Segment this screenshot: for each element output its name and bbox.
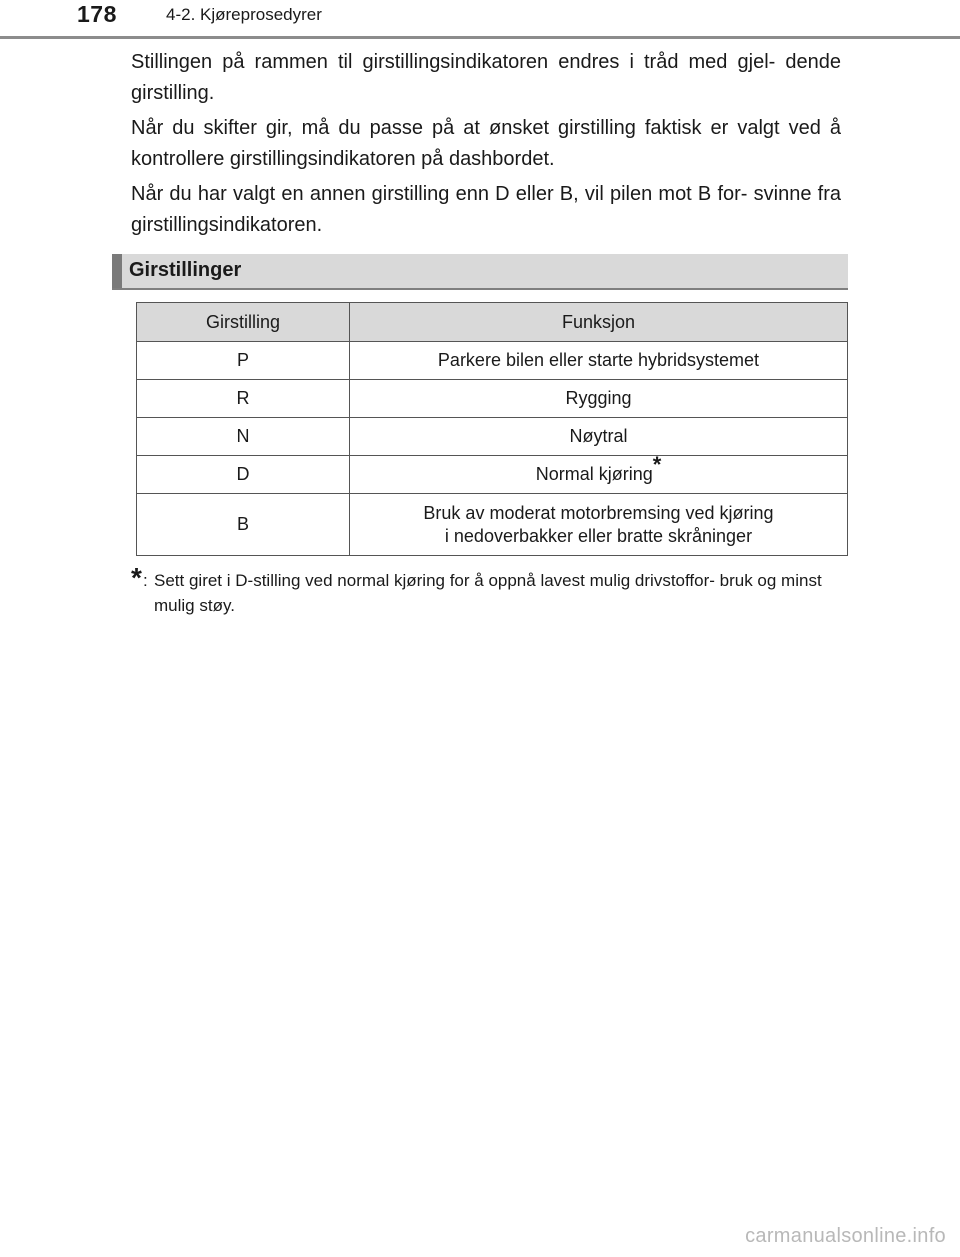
gear-positions-table — [136, 302, 848, 556]
header-divider — [0, 36, 960, 39]
function-cell: Nøytral — [350, 418, 848, 456]
function-cell: Parkere bilen eller starte hybridsystemet — [350, 342, 848, 380]
paragraph-check-indicator: Når du skifter gir, må du passe på at ønsket girstilling faktisk er valgt ved å kontrollere girstillingsindikatoren på dashbordet. — [131, 117, 841, 170]
function-cell — [350, 452, 848, 494]
function-cell — [350, 494, 848, 556]
gear-cell: D — [137, 456, 350, 494]
watermark: carmanualsonline.info — [745, 1225, 946, 1247]
table-row — [137, 456, 848, 494]
footnote-reference: * — [652, 452, 662, 477]
subheading-girstillinger — [112, 254, 848, 290]
subheading-label: Girstillinger — [129, 259, 242, 281]
gear-cell: N — [137, 418, 350, 456]
footnote-mark: * — [131, 562, 142, 593]
section-title: 4-2. Kjøreprosedyrer — [166, 5, 322, 24]
paragraph-frame-change: Stillingen på rammen til girstillingsindikatoren endres i tråd med gjel- dende girstilling. — [131, 51, 841, 104]
paragraph-arrow-disappears: Når du har valgt en annen girstilling enn D eller B, vil pilen mot B for- svinne fra girstillingsindikatoren. — [131, 183, 841, 236]
function-text: Normal kjøring — [535, 464, 653, 484]
table-header-row — [137, 303, 848, 342]
gear-cell: P — [137, 342, 350, 380]
footnote-text: Sett giret i D-stilling ved normal kjøring for å oppnå lavest mulig drivstoffor- bruk og minst mulig støy. — [154, 571, 822, 615]
footnote — [131, 562, 843, 618]
function-text-line2: i nedoverbakker eller bratte skråninger — [444, 525, 753, 546]
header-function: Funksjon — [350, 303, 848, 342]
page-number: 178 — [77, 1, 117, 27]
page-header — [0, 0, 960, 40]
gear-cell: R — [137, 380, 350, 418]
subheading-accent-bar — [112, 254, 122, 288]
gear-cell: B — [137, 494, 350, 556]
function-cell: Rygging — [350, 380, 848, 418]
function-text-line1: Bruk av moderat motorbremsing ved kjøring — [423, 502, 774, 523]
table-row — [137, 342, 848, 380]
footnote-colon: : — [143, 571, 148, 590]
table-row — [137, 494, 848, 556]
table-row — [137, 418, 848, 456]
table-row — [137, 380, 848, 418]
header-gear: Girstilling — [137, 303, 350, 342]
